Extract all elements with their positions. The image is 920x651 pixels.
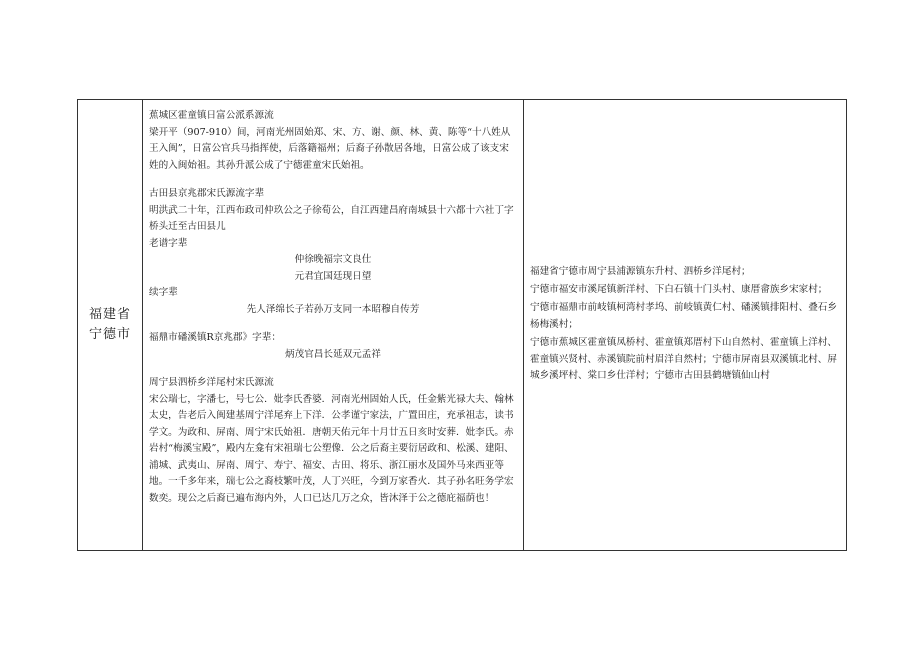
section-title: 蕉城区霍童镇日富公派系源流 [149, 110, 274, 121]
old-generation-poem [149, 252, 517, 285]
place-entry: 宁德市福鼎市前岐镇柯湾村孝坞、前岐镇黄仁村、磻溪镇排阳村、叠石乡杨梅溪村； [530, 302, 837, 330]
places-cell [524, 100, 847, 551]
lineage-cell [143, 100, 524, 551]
continued-generation-label: 续字辈 [149, 287, 178, 298]
section-body: 宋公瑞七，字潘七，号七公．妣李氏香婆．河南光州固始人氏，任金紫光禄大夫、翰林太史，告老后入闽建基周宁洋尾弃上下洋．公孝谨宁家法，广置田庄，充承祖志，读书学文。为政和、屏南、周宁宋氏始祖．唐朝天佑元年十月廿五日亥时安葬．妣李氏。赤岩村“梅溪宝殿”，殿内左龛有宋祖瑞七公塑像．公之后裔主要衍居政和、松溪、建阳、浦城、武夷山、屏南、周宁、寿宁、福安、古田、将乐、浙江丽水及国外马来西亚等地。一千多年来，瑞七公之裔枝繁叶茂，人丁兴旺，今到万家香火．其子孙名旺务学宏数奕。现公之后裔已遍布海内外，人口已达几万之众，皆沐泽于公之德庇福荫也！ [149, 393, 514, 504]
section-title: 古田县京兆郡宋氏源流字辈 [149, 188, 265, 199]
continued-generation-poem [149, 302, 517, 319]
section-body: 梁开平（907-910）间，河南光州固始郑、宋、方、谢、颜、林、黄、陈等“十八姓从王入闽”，日富公官兵马指挥使，后落籍福州；后裔子孙散居各地，日富公成了该支宋姓的入闽始祖。其孙升派公成了宁德霍童宋氏始祖。 [149, 126, 511, 171]
poem-line: 炳茂官昌长延双元孟祥 [285, 348, 381, 360]
old-generation-label: 老谱字辈 [149, 237, 188, 249]
poem-line: 元君宜国廷现日望 [294, 270, 372, 282]
province-cell [78, 100, 143, 551]
generation-poem [149, 347, 517, 364]
section-body: 明洪武二十年，江西布政司仲玖公之子徐荀公，自江西建昌府南城县十六都十六社丁字桥头迁至古田县儿 [149, 204, 514, 232]
poem-line: 仲徐晚福宗文良仕 [294, 254, 372, 265]
section-title: 福鼎市磻溪镇R京兆郡》字辈： [149, 332, 281, 343]
poem-line: 先人泽绵长子若孙万支同一本昭穆自传芳 [246, 303, 420, 315]
place-entry: 福建省宁德市周宁县浦源镇东升村、泗桥乡洋尾村； [530, 265, 751, 277]
section-title: 周宁县泗桥乡洋尾村宋氏源流 [149, 377, 274, 388]
place-entry: 宁德市蕉城区霍童镇凤桥村、霍童镇郑厝村下山自然村、霍童镇上洋村、霍童镇兴贤村、赤溪镇院前村眉洋自然村；宁德市屏南县双溪镇北村、屏城乡溪坪村、棠口乡仕洋村；宁德市古田县鹤塘镇仙山村 [530, 337, 837, 382]
place-entry: 宁德市福安市溪尾镇新洋村、下白石镇十门头村、康厝畲族乡宋家村； [530, 283, 828, 295]
table-row [78, 100, 847, 551]
genealogy-table [77, 99, 847, 551]
province-label: 福建省宁德市 [88, 307, 131, 342]
